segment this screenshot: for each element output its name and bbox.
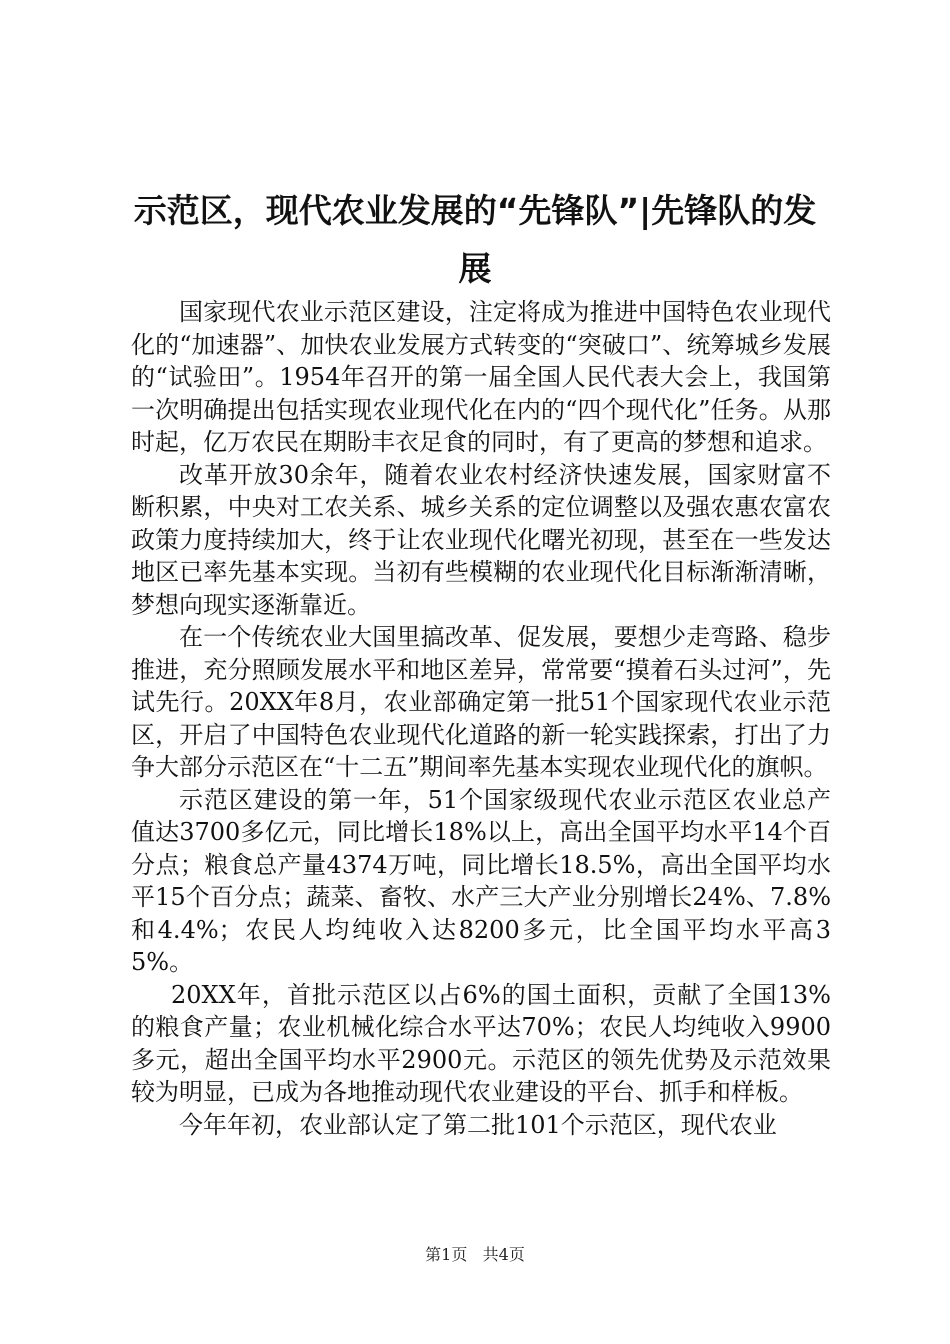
page-total: 共4页 (482, 1245, 525, 1264)
paragraph-1: 国家现代农业示范区建设，注定将成为推进中国特色农业现代化的“加速器”、加快农业发展方式转变的“突破口”、统筹城乡发展的“试验田”。1954年召开的第一届全国人民代表大会上，我国第一次明确提出包括实现农业现代化在内的“四个现代化”任务。从那时起，亿万农民在期盼丰衣足食的同时，有了更高的梦想和追求。 (131, 298, 831, 456)
paragraph-5: 20XX年，首批示范区以占6%的国土面积，贡献了全国13%的粮食产量；农业机械化综合水平达70%；农民人均纯收入9900多元，超出全国平均水平2900元。示范区的领先优势及示范效果较为明显，已成为各地推动现代农业建设的平台、抓手和样板。 (131, 980, 831, 1106)
paragraph-3: 在一个传统农业大国里搞改革、促发展，要想少走弯路、稳步推进，充分照顾发展水平和地区差异，常常要“摸着石头过河”，先试先行。20XX年8月，农业部确定第一批51个国家现代农业示范区，开启了中国特色农业现代化道路的新一轮实践探索，打出了力争大部分示范区在“十二五”期间率先基本实现农业现代化的旗帜。 (131, 623, 831, 781)
document-title: 示范区，现代农业发展的“先锋队”|先锋队的发展 (133, 191, 817, 288)
document-body (131, 296, 831, 1141)
paragraph-6: 今年年初，农业部认定了第二批101个示范区，现代农业 (179, 1110, 777, 1139)
page-footer (0, 1245, 950, 1265)
page-separator (472, 1245, 477, 1264)
paragraph-4: 示范区建设的第一年，51个国家级现代农业示范区农业总产值达3700多亿元，同比增长18%以上，高出全国平均水平14个百分点；粮食总产量4374万吨，同比增长18.5%，高出全国平均水平15个百分点；蔬菜、畜牧、水产三大产业分别增长24%、7.8%和4.4%；农民人均纯收入达8200多元，比全国平均水平高35%。 (131, 785, 831, 976)
page-number: 第1页 (425, 1245, 468, 1264)
paragraph-2: 改革开放30余年，随着农业农村经济快速发展，国家财富不断积累，中央对工农关系、城乡关系的定位调整以及强农惠农富农政策力度持续加大，终于让农业现代化曙光初现，甚至在一些发达地区已率先基本实现。当初有些模糊的农业现代化目标渐渐清晰，梦想向现实逐渐靠近。 (131, 460, 831, 619)
